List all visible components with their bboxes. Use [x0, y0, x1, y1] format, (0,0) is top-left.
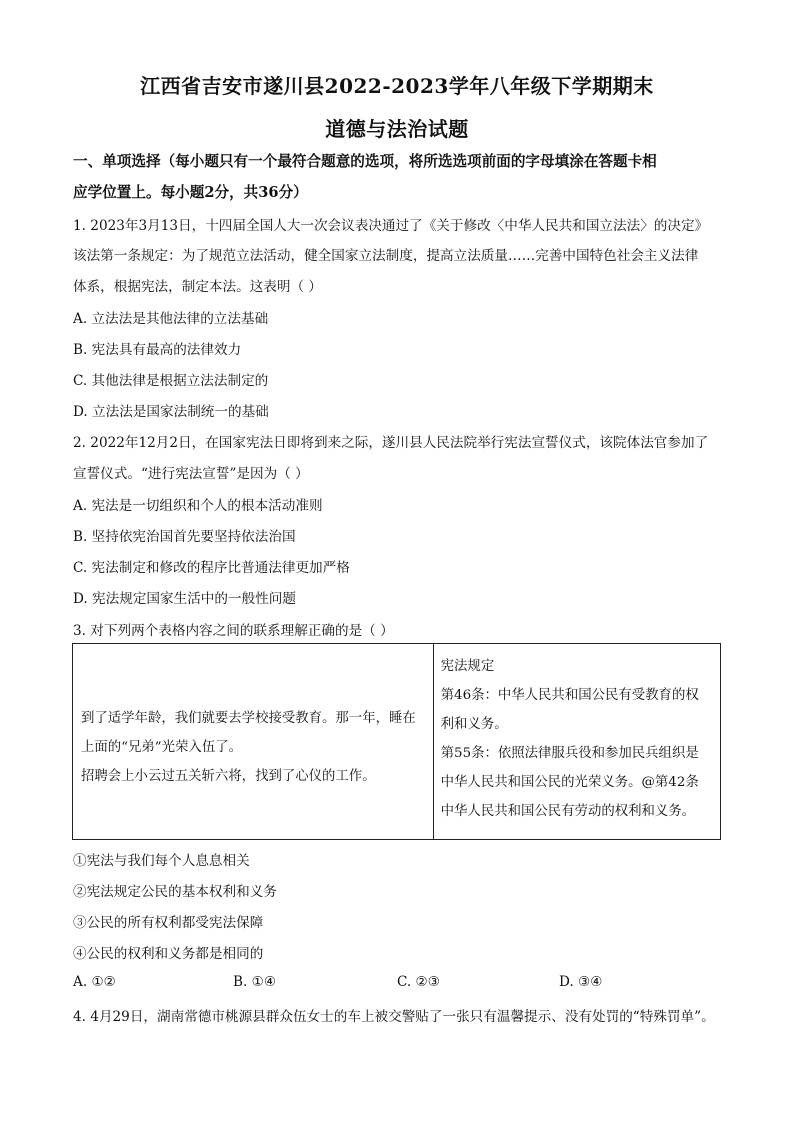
exam-title-line-2: 道德与法治试题 — [325, 117, 469, 141]
table-row — [73, 644, 721, 840]
question-1-option-d: D. 立法法是国家法制统一的基础 — [73, 404, 269, 420]
question-2-stem-line-2: 宣誓仪式。“进行宪法宣誓”是因为（ ） — [73, 466, 309, 482]
question-2-option-c: C. 宪法制定和修改的程序比普通法律更加严格 — [73, 560, 350, 576]
table-right-line-1: 宪法规定 — [440, 659, 495, 674]
question-1-option-a: A. 立法法是其他法律的立法基础 — [73, 311, 269, 327]
question-3-choices — [73, 974, 733, 994]
table-left-line-2: 上面的“兄弟”光荣入伍了。 — [81, 740, 242, 755]
section-heading-line-2: 应学位置上。每小题2分，共36分） — [73, 184, 308, 201]
question-2-stem-line-1: 2. 2022年12月2日，在国家宪法日即将到来之际，遂川县人民法院举行宪法宣誓仪式，该院体法官参加了 — [73, 435, 709, 451]
question-2-option-a: A. 宪法是一切组织和个人的根本活动准则 — [73, 498, 323, 514]
table-right-line-5: 中华人民共和国公民的光荣义务。@第42条 — [440, 775, 699, 790]
table-right-line-4: 第55条：依照法律服兵役和参加民兵组织是 — [440, 746, 699, 761]
table-right-line-2: 第46条：中华人民共和国公民有受教育的权 — [440, 688, 699, 703]
question-2-option-d: D. 宪法规定国家生活中的一般性问题 — [73, 591, 296, 607]
table-cell-right — [433, 644, 720, 840]
question-3-choice-a: A. ①② — [73, 974, 116, 990]
question-3-choice-d: D. ③④ — [559, 974, 603, 990]
table-right-line-3: 利和义务。 — [440, 717, 508, 732]
question-1-stem-line-1: 1. 2023年3月13日，十四届全国人大一次会议表决通过了《关于修改〈中华人民共和国立法法〉的决定》 — [73, 218, 709, 234]
question-1-option-b: B. 宪法具有最高的法律效力 — [73, 342, 242, 358]
exam-title-line-1: 江西省吉安市遂川县2022-2023学年八年级下学期期末 — [140, 74, 654, 98]
question-3-choice-c: C. ②③ — [397, 974, 440, 990]
table-left-line-1: 到了适学年龄，我们就要去学校接受教育。那一年，睡在 — [81, 711, 416, 726]
question-2-option-b: B. 坚持依宪治国首先要坚持依法治国 — [73, 529, 296, 545]
question-3-stem: 3. 对下列两个表格内容之间的联系理解正确的是（ ） — [73, 623, 394, 639]
question-1-stem-line-3: 体系，根据宪法，制定本法。这表明（ ） — [73, 279, 323, 295]
question-3-statement-1: ①宪法与我们每个人息息相关 — [73, 853, 250, 869]
question-1-option-c: C. 其他法律是根据立法法制定的 — [73, 373, 269, 389]
table-right-line-6: 中华人民共和国公民有劳动的权利和义务。 — [440, 804, 696, 819]
question-3-choice-b: B. ①④ — [233, 974, 277, 990]
question-3-statement-3: ③公民的所有权利都受宪法保障 — [73, 915, 264, 931]
section-heading-line-1: 一、单项选择（每小题只有一个最符合题意的选项，将所选选项前面的字母填涂在答题卡相 — [73, 153, 657, 170]
table-left-line-3: 招聘会上小云过五关斩六将，找到了心仪的工作。 — [81, 769, 376, 784]
table-cell-left — [73, 644, 434, 840]
comparison-table — [72, 643, 721, 840]
question-1-stem-line-2: 该法第一条规定：为了规范立法活动，健全国家立法制度，提高立法质量……完善中国特色社会主义法律 — [73, 248, 699, 264]
question-3-statement-4: ④公民的权利和义务都是相同的 — [73, 946, 264, 962]
question-4-stem: 4. 4月29日，湖南常德市桃源县群众伍女士的车上被交警贴了一张只有温馨提示、没有处罚的“特殊罚单”。 — [73, 1009, 715, 1025]
question-3-statement-2: ②宪法规定公民的基本权利和义务 — [73, 884, 277, 900]
